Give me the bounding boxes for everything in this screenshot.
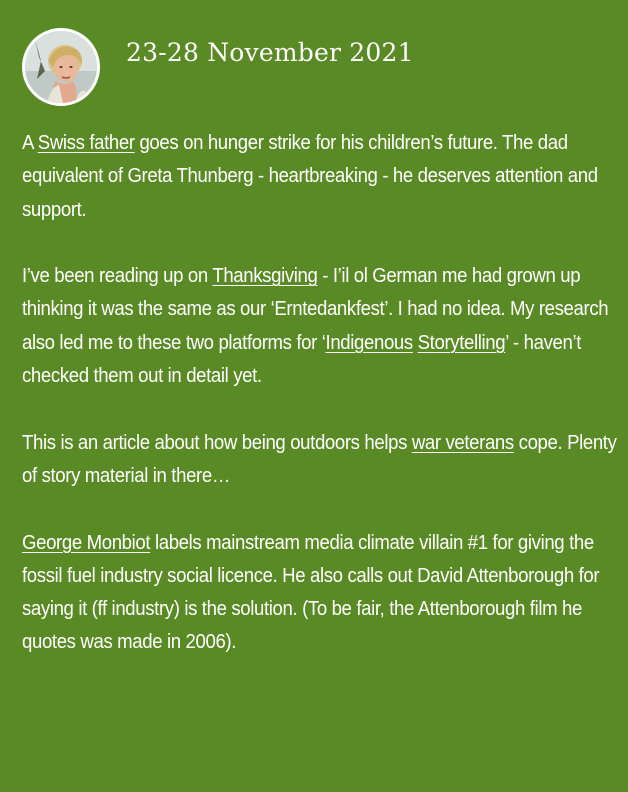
link-george-monbiot[interactable]: George Monbiot [22,531,151,554]
author-avatar [22,28,100,106]
text-segment: This is an article about how being outdoors helps [22,431,412,454]
link-indigenous[interactable]: Indigenous [325,331,413,354]
paragraph-george-monbiot [22,527,618,660]
link-storytelling[interactable]: Storytelling [417,331,506,354]
link-war-veterans[interactable]: war veterans [411,431,514,454]
link-thanksgiving[interactable]: Thanksgiving [212,265,318,288]
post-header [22,28,414,106]
paragraph-swiss-father [22,127,618,227]
avatar-portrait-image [25,31,97,103]
text-segment: A [22,132,38,154]
text-segment: goes on hunger strike for his children’s future. The dad equivalent of Greta Thunberg - heartbreaking - he deserves attention and support. [22,132,598,221]
text-segment: - I’il ol German me had grown up thinking it was the same as our ‘Erntedankfest’. I had no idea. My research also led me to these two platforms for ‘ [22,265,609,354]
post-body [22,127,618,693]
post-date: 23-28 November 2021 [126,38,414,67]
text-segment: ’ - haven’t checked them out in detail yet. [22,331,582,388]
text-segment: I’ve been reading up on [22,265,213,288]
paragraph-war-veterans [22,427,618,494]
text-segment: cope. Plenty of story material in there… [22,431,617,487]
text-segment: labels mainstream media climate villain #1 for giving the fossil fuel industry social licence. He also calls out David Attenborough for saying it (ff industry) is the solution. (To be fair, the Attenborough film he quotes was made in 2006). [22,531,600,654]
paragraph-thanksgiving [22,260,618,393]
link-swiss-father[interactable]: Swiss father [37,132,135,154]
